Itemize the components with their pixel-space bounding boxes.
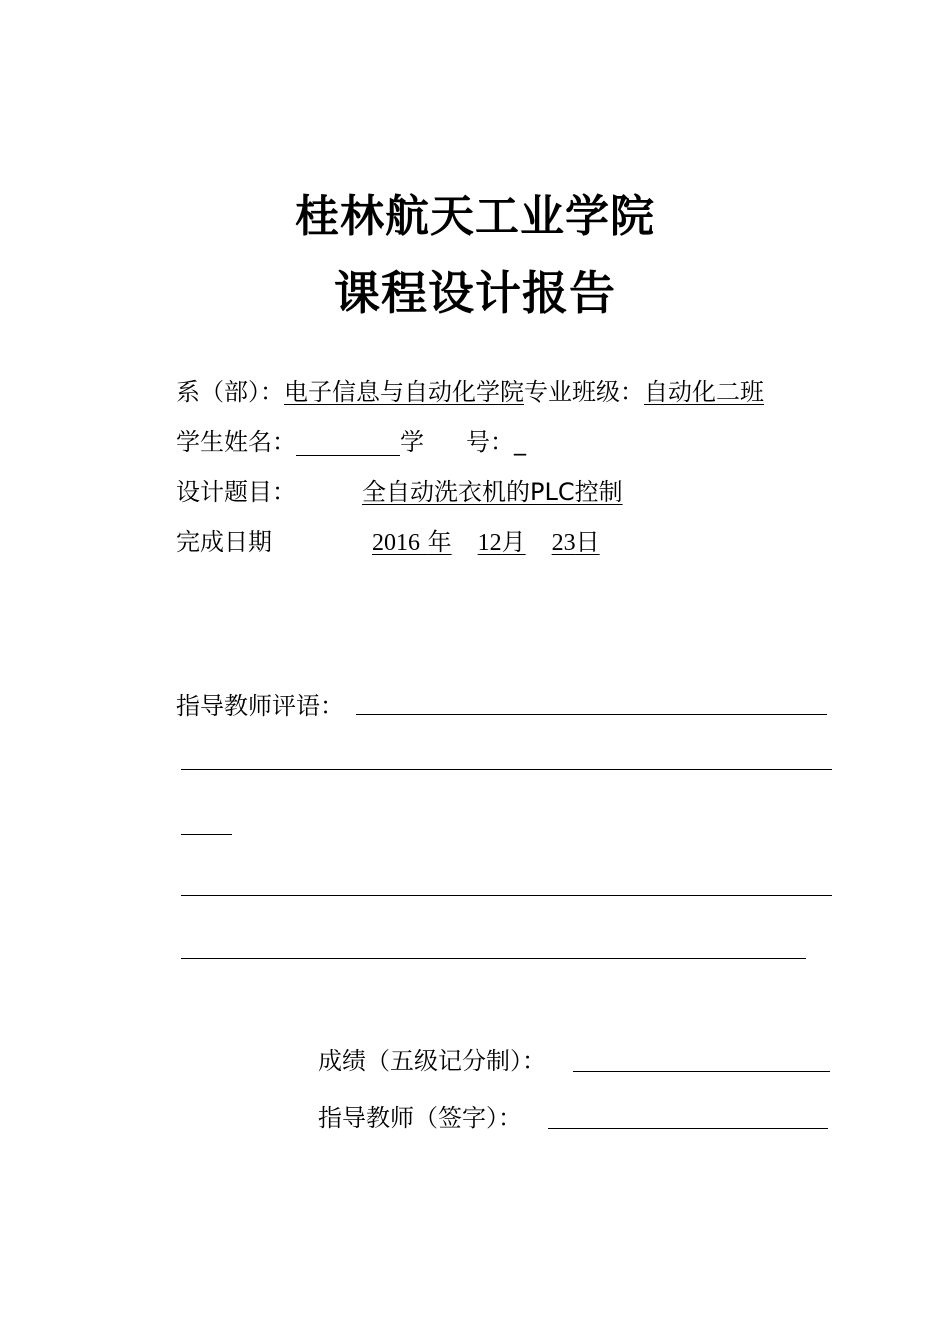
student-id-label-char1: 学 — [400, 428, 424, 456]
student-id-field[interactable]: _ — [514, 428, 526, 456]
comments-line-1[interactable] — [356, 714, 827, 715]
date-month-unit: 月 — [501, 528, 526, 556]
date-day-unit: 日 — [575, 528, 600, 556]
grade-row — [318, 1047, 546, 1075]
date-value-field — [272, 528, 807, 557]
department-value: 电子信息与自动化学院 — [284, 378, 524, 406]
department-row — [176, 378, 764, 406]
topic-row — [176, 478, 623, 506]
comments-line-2[interactable] — [181, 769, 832, 770]
class-value: 自动化二班 — [644, 378, 764, 406]
signature-label: 指导教师（签字）： — [318, 1104, 522, 1132]
topic-label: 设计题目： — [176, 478, 296, 506]
school-name: 桂林航天工业学院 — [295, 191, 655, 242]
date-day: 23 — [551, 530, 576, 556]
comments-line-3[interactable] — [181, 834, 232, 835]
date-year-unit: 年 — [427, 528, 452, 556]
department-label: 系（部）： — [176, 378, 284, 406]
grade-label: 成绩（五级记分制）： — [318, 1047, 546, 1075]
comments-label-row — [176, 692, 344, 720]
student-name-field[interactable] — [296, 429, 400, 456]
signature-field[interactable] — [548, 1128, 828, 1129]
comments-line-5[interactable] — [181, 958, 806, 959]
class-label: 专业班级： — [524, 378, 644, 406]
date-label: 完成日期 — [176, 528, 272, 556]
grade-field[interactable] — [573, 1071, 830, 1072]
date-row — [176, 528, 807, 557]
comments-line-4[interactable] — [181, 895, 832, 896]
signature-row — [318, 1104, 522, 1132]
student-row — [176, 428, 526, 456]
date-year: 2016 — [372, 530, 420, 556]
student-name-label: 学生姓名： — [176, 428, 296, 456]
topic-value: 全自动洗衣机的PLC控制 — [362, 478, 623, 506]
comments-label: 指导教师评语： — [176, 692, 344, 720]
student-id-label-char2: 号： — [466, 428, 514, 456]
report-title: 课程设计报告 — [334, 266, 616, 320]
date-month: 12 — [477, 530, 502, 556]
